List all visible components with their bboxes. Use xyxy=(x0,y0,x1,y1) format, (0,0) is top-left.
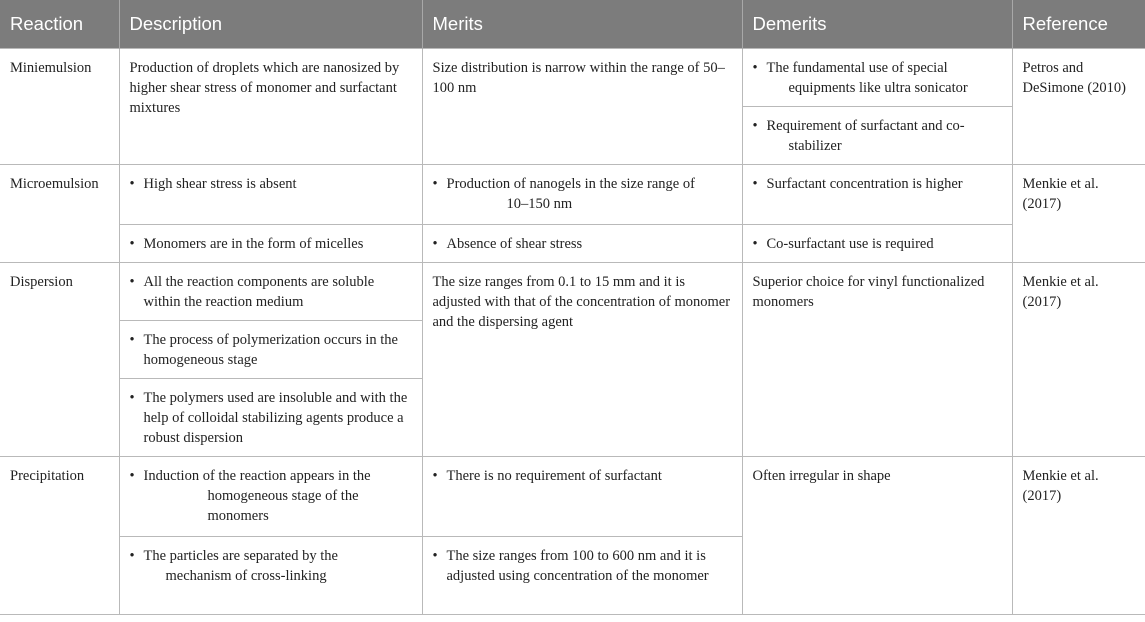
header-demerits: Demerits xyxy=(742,0,1012,48)
bullet-icon: • xyxy=(129,467,135,484)
reference-cell: Petros and DeSimone (2010) xyxy=(1012,48,1145,164)
merits-cell: Size distribution is narrow within the range of 50–100 nm xyxy=(422,48,742,164)
reaction-cell: Microemulsion xyxy=(0,164,119,262)
bullet-text: The fundamental use of special xyxy=(766,59,948,76)
header-row xyxy=(0,0,1145,48)
bullet-icon: • xyxy=(129,389,135,406)
bullet-item xyxy=(130,330,412,370)
bullet-icon: • xyxy=(129,273,135,290)
bullet-text: The size ranges from 100 to 600 nm and it is adjusted using concentration of the monomer xyxy=(446,547,709,584)
bullet-text: Requirement of surfactant and co- xyxy=(766,117,965,134)
bullet-item xyxy=(130,388,412,448)
table-row xyxy=(0,164,1145,224)
header-reaction: Reaction xyxy=(0,0,119,48)
description-cell xyxy=(119,320,422,378)
bullet-icon: • xyxy=(129,331,135,348)
description-cell: Production of droplets which are nanosized by higher shear stress of monomer and surfactant mixtures xyxy=(119,48,422,164)
merits-cell xyxy=(422,536,742,614)
bullet-item xyxy=(753,116,1002,136)
merits-cell xyxy=(422,224,742,262)
demerits-cell xyxy=(742,224,1012,262)
bullet-text: The polymers used are insoluble and with the help of colloidal stabilizing agents produce a robust dispersion xyxy=(143,389,408,446)
bullet-continuation: mechanism of cross-linking xyxy=(165,567,327,584)
bullet-item xyxy=(433,466,732,486)
demerits-cell: Often irregular in shape xyxy=(742,456,1012,614)
description-cell xyxy=(119,262,422,320)
reaction-cell: Precipitation xyxy=(0,456,119,614)
bullet-icon: • xyxy=(752,59,758,76)
demerits-cell xyxy=(742,106,1012,164)
bullet-item xyxy=(130,174,412,194)
bullet-text: Induction of the reaction appears in the xyxy=(143,467,371,484)
bullet-continuation: equipments like ultra sonicator xyxy=(788,79,968,96)
bullet-text: Surfactant concentration is higher xyxy=(766,175,963,192)
table-row xyxy=(0,456,1145,536)
bullet-item xyxy=(753,174,1002,194)
bullet-item xyxy=(130,234,412,254)
bullet-icon: • xyxy=(752,175,758,192)
bullet-text: The particles are separated by the xyxy=(143,547,338,564)
bullet-text: High shear stress is absent xyxy=(143,175,297,192)
description-cell xyxy=(119,164,422,224)
table-row xyxy=(0,48,1145,106)
reaction-cell: Miniemulsion xyxy=(0,48,119,164)
bullet-item xyxy=(433,234,732,254)
bullet-icon: • xyxy=(432,467,438,484)
demerits-cell: Superior choice for vinyl functionalized monomers xyxy=(742,262,1012,456)
merits-cell: The size ranges from 0.1 to 15 mm and it is adjusted with that of the concentration of monomer and the dispersing agent xyxy=(422,262,742,456)
header-description: Description xyxy=(119,0,422,48)
demerits-cell xyxy=(742,164,1012,224)
description-cell xyxy=(119,224,422,262)
bullet-icon: • xyxy=(752,235,758,252)
table-row xyxy=(0,262,1145,320)
reference-cell: Menkie et al. (2017) xyxy=(1012,262,1145,456)
description-cell xyxy=(119,456,422,536)
bullet-item xyxy=(753,58,1002,78)
bullet-text: Absence of shear stress xyxy=(446,235,583,252)
bullet-item xyxy=(130,546,412,566)
bullet-text: Production of nanogels in the size range of xyxy=(446,175,695,192)
bullet-text: The process of polymerization occurs in the homogeneous stage xyxy=(143,331,398,368)
demerits-cell xyxy=(742,48,1012,106)
table-header xyxy=(0,0,1145,48)
bullet-text: All the reaction components are soluble within the reaction medium xyxy=(143,273,375,310)
bullet-icon: • xyxy=(129,235,135,252)
bullet-icon: • xyxy=(432,547,438,564)
merits-cell xyxy=(422,164,742,224)
bullet-item xyxy=(130,272,412,312)
bullet-text: There is no requirement of surfactant xyxy=(446,467,662,484)
bullet-icon: • xyxy=(432,235,438,252)
reaction-cell: Dispersion xyxy=(0,262,119,456)
bullet-item xyxy=(433,546,732,586)
header-reference: Reference xyxy=(1012,0,1145,48)
bullet-text: Monomers are in the form of micelles xyxy=(143,235,364,252)
bullet-icon: • xyxy=(129,547,135,564)
bullet-icon: • xyxy=(129,175,135,192)
description-cell xyxy=(119,378,422,456)
reference-cell: Menkie et al. (2017) xyxy=(1012,456,1145,614)
header-merits: Merits xyxy=(422,0,742,48)
bullet-icon: • xyxy=(432,175,438,192)
reference-cell: Menkie et al. (2017) xyxy=(1012,164,1145,262)
bullet-continuation: 10–150 nm xyxy=(506,195,573,212)
description-cell xyxy=(119,536,422,614)
bullet-continuation: homogeneous stage of the monomers xyxy=(207,487,359,524)
bullet-icon: • xyxy=(752,117,758,134)
bullet-item xyxy=(130,466,412,486)
bullet-text: Co-surfactant use is required xyxy=(766,235,934,252)
table-row xyxy=(0,224,1145,262)
bullet-item xyxy=(753,234,1002,254)
bullet-item xyxy=(433,174,732,194)
merits-cell xyxy=(422,456,742,536)
table-body xyxy=(0,48,1145,614)
bullet-continuation: stabilizer xyxy=(788,137,842,154)
